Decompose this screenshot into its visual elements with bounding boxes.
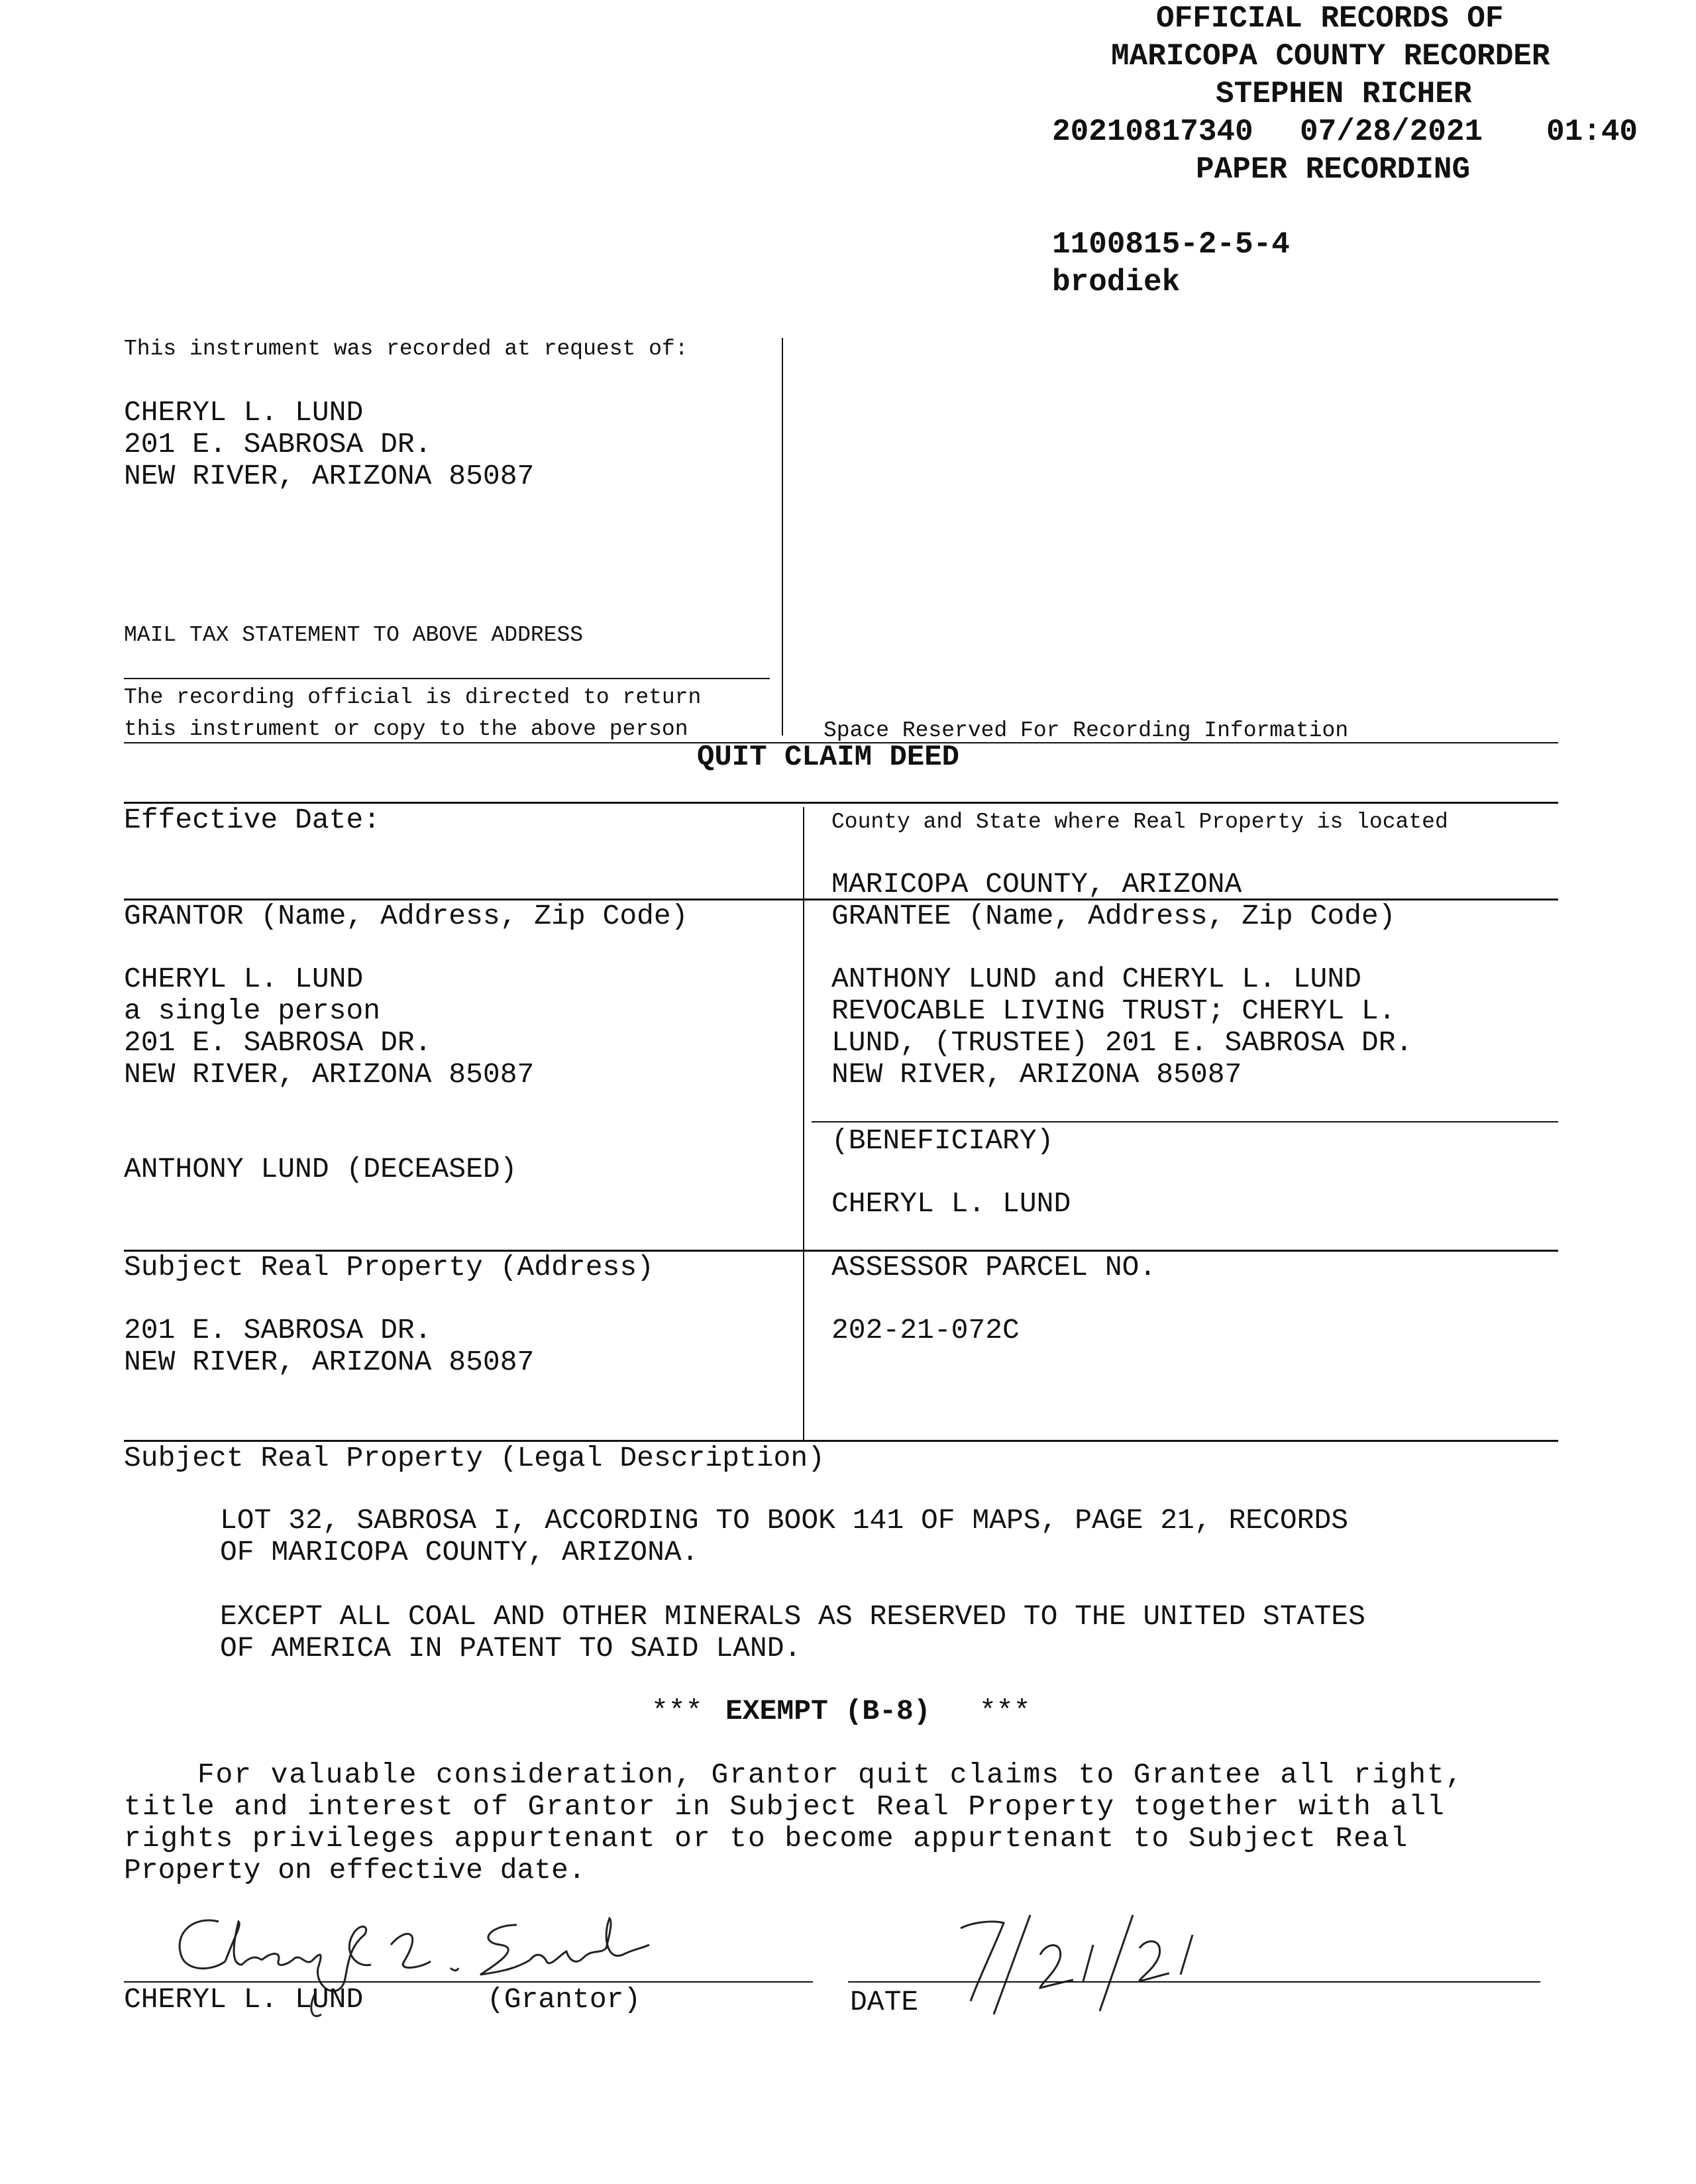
document-code: 1100815-2-5-4 (1052, 227, 1290, 262)
request-address1: 201 E. SABROSA DR. (124, 428, 432, 461)
record-date: 07/28/2021 (1300, 115, 1483, 149)
legal-label: Subject Real Property (Legal Description) (124, 1442, 825, 1474)
reserved-space-label: Space Reserved For Recording Information (823, 718, 1349, 743)
recorder-line1: OFFICIAL RECORDS OF (1156, 1, 1504, 36)
date-label: DATE (850, 1986, 919, 2018)
legal-p2-line: OF AMERICA IN PATENT TO SAID LAND. (220, 1632, 802, 1665)
property-line: NEW RIVER, ARIZONA 85087 (124, 1346, 535, 1378)
grantee-line: LUND, (TRUSTEE) 201 E. SABROSA DR. (831, 1026, 1413, 1059)
grantor-role-label: (Grantor) (487, 1983, 641, 2016)
grantor-label: GRANTOR (Name, Address, Zip Code) (124, 900, 688, 932)
return-line2: this instrument or copy to the above person (124, 717, 688, 741)
recorder-user: brodiek (1052, 265, 1181, 300)
grantee-label: GRANTEE (Name, Address, Zip Code) (831, 900, 1396, 932)
consideration-line: For valuable consideration, Grantor quit claims to Grantee all right, (124, 1759, 1464, 1791)
recorder-name: STEPHEN RICHER (1216, 77, 1472, 111)
mail-tax-underline (124, 678, 770, 679)
handwritten-date (941, 1902, 1219, 2021)
recorder-line2: MARICOPA COUNTY RECORDER (1111, 39, 1550, 74)
grantee-line: ANTHONY LUND and CHERYL L. LUND (831, 963, 1361, 995)
grantee-line: NEW RIVER, ARIZONA 85087 (831, 1058, 1242, 1091)
grantor-line: NEW RIVER, ARIZONA 85087 (124, 1058, 535, 1091)
exempt-stars-right: *** (979, 1695, 1031, 1727)
effective-date-label: Effective Date: (124, 804, 381, 836)
grantor-line: 201 E. SABROSA DR. (124, 1026, 432, 1059)
consideration-line: Property on effective date. (124, 1854, 586, 1886)
request-address2: NEW RIVER, ARIZONA 85087 (124, 460, 535, 492)
record-time: 01:40 (1546, 115, 1638, 149)
table-column-divider (803, 807, 804, 1440)
request-divider (782, 338, 783, 736)
apn-value: 202-21-072C (831, 1314, 1020, 1346)
consideration-line: title and interest of Grantor in Subject Real Property together with all (124, 1790, 1446, 1823)
request-name: CHERYL L. LUND (124, 396, 364, 429)
grantor-deceased: ANTHONY LUND (DECEASED) (124, 1153, 517, 1185)
recording-type: PAPER RECORDING (1196, 152, 1471, 187)
beneficiary-rule (812, 1121, 1558, 1122)
deed-title: QUIT CLAIM DEED (697, 741, 960, 774)
grantor-name-label: CHERYL L. LUND (124, 1983, 364, 2016)
beneficiary-label: (BENEFICIARY) (831, 1124, 1054, 1157)
consideration-line: rights privileges appurtenant or to become appurtenant to Subject Real (124, 1822, 1409, 1855)
exempt-stars-left: *** (651, 1695, 703, 1727)
beneficiary-name: CHERYL L. LUND (831, 1187, 1071, 1220)
property-label: Subject Real Property (Address) (124, 1251, 654, 1283)
return-line1: The recording official is directed to return (124, 685, 702, 710)
grantor-signature-line (124, 1981, 813, 1983)
request-label: This instrument was recorded at request of: (124, 337, 688, 361)
apn-label: ASSESSOR PARCEL NO. (831, 1251, 1157, 1283)
property-line: 201 E. SABROSA DR. (124, 1314, 432, 1346)
county-value: MARICOPA COUNTY, ARIZONA (831, 868, 1242, 901)
legal-p2-line: EXCEPT ALL COAL AND OTHER MINERALS AS RESERVED TO THE UNITED STATES (220, 1600, 1365, 1633)
record-number: 20210817340 (1052, 115, 1253, 149)
mail-tax-statement: MAIL TAX STATEMENT TO ABOVE ADDRESS (124, 623, 584, 647)
county-label: County and State where Real Property is located (831, 810, 1448, 834)
exempt-text: EXEMPT (B-8) (725, 1695, 931, 1727)
legal-p1-line: OF MARICOPA COUNTY, ARIZONA. (220, 1536, 699, 1568)
grantor-line: a single person (124, 995, 381, 1027)
grantee-line: REVOCABLE LIVING TRUST; CHERYL L. (831, 995, 1396, 1027)
date-signature-line (848, 1981, 1540, 1983)
grantor-line: CHERYL L. LUND (124, 963, 364, 995)
legal-p1-line: LOT 32, SABROSA I, ACCORDING TO BOOK 141 OF MAPS, PAGE 21, RECORDS (220, 1504, 1349, 1537)
